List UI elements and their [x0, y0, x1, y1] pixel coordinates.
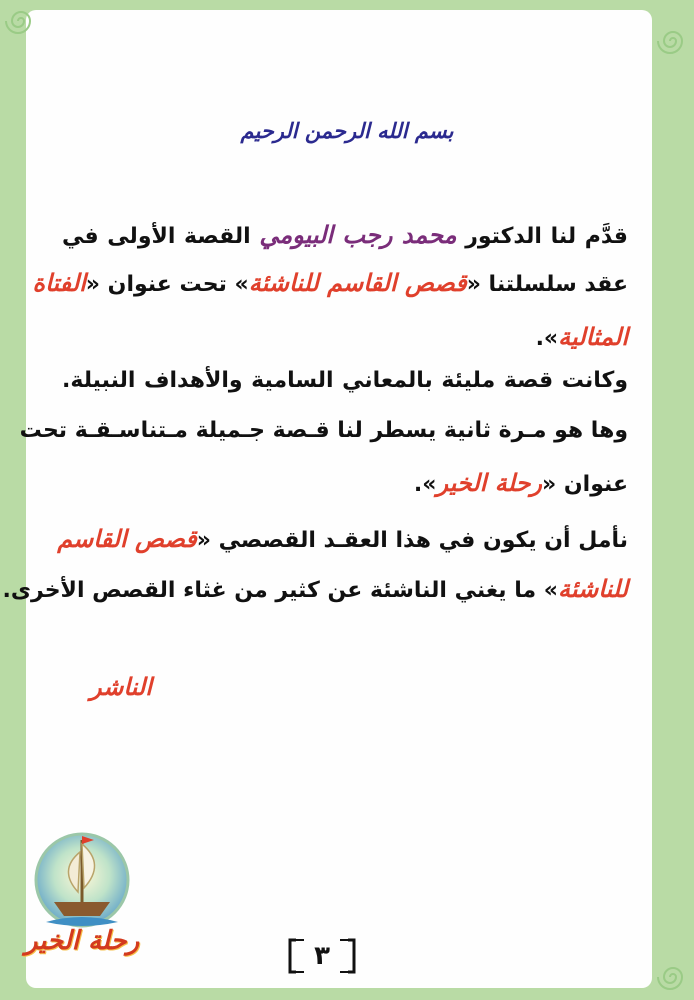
- text-segment: قدَّم لنا الدكتور: [465, 224, 628, 249]
- series-name: قصص القاسم: [57, 524, 197, 553]
- basmala-heading: بسم الله الرحمن الرحيم: [240, 118, 454, 143]
- text-line-6: [62, 468, 628, 497]
- text-segment: عقد سلسلتنا «: [466, 272, 628, 297]
- story-title: رحلة الخير: [436, 468, 542, 497]
- series-name: قصص القاسم للناشئة: [248, 268, 467, 297]
- text-segment: عنوان «: [542, 472, 628, 497]
- series-name-cont: للناشئة: [557, 574, 628, 603]
- text-segment: ».: [413, 472, 437, 497]
- author-name: محمد رجب البيومي: [259, 220, 457, 249]
- text-segment: ».: [535, 326, 559, 351]
- corner-swirl-icon: [656, 960, 690, 994]
- publisher-signature: الناشر: [90, 672, 152, 701]
- text-line-1: [62, 220, 628, 249]
- logo-title: رحلة الخير: [24, 926, 140, 956]
- page-number: ٣: [314, 941, 330, 971]
- text-segment: القصة الأولى في: [62, 224, 251, 249]
- text-segment: وكانت قصة مليئة بالمعاني السامية والأهداف النبيلة.: [62, 368, 628, 393]
- text-segment: نأمل أن يكون في هذا العقـد القصصي «: [196, 528, 628, 553]
- text-line-3: [62, 322, 628, 351]
- text-line-2: [32, 268, 628, 297]
- first-story-title: الفتاة: [32, 268, 86, 297]
- text-line-7: [57, 524, 628, 553]
- corner-swirl-icon: [656, 24, 690, 58]
- text-segment: وها هو مـرة ثانية يسطر لنا قـصة جـميلة مـتناسـقـة تحت: [19, 418, 628, 443]
- text-segment: » تحت عنوان «: [85, 272, 249, 297]
- text-line-5: [19, 418, 628, 443]
- text-segment: » ما يغني الناشئة عن كثير من غثاء القصص الأخرى.: [2, 578, 558, 603]
- text-line-8: [2, 574, 628, 603]
- corner-swirl-icon: [4, 4, 38, 38]
- first-story-title-cont: المثالية: [558, 322, 628, 351]
- text-line-4: [62, 368, 628, 393]
